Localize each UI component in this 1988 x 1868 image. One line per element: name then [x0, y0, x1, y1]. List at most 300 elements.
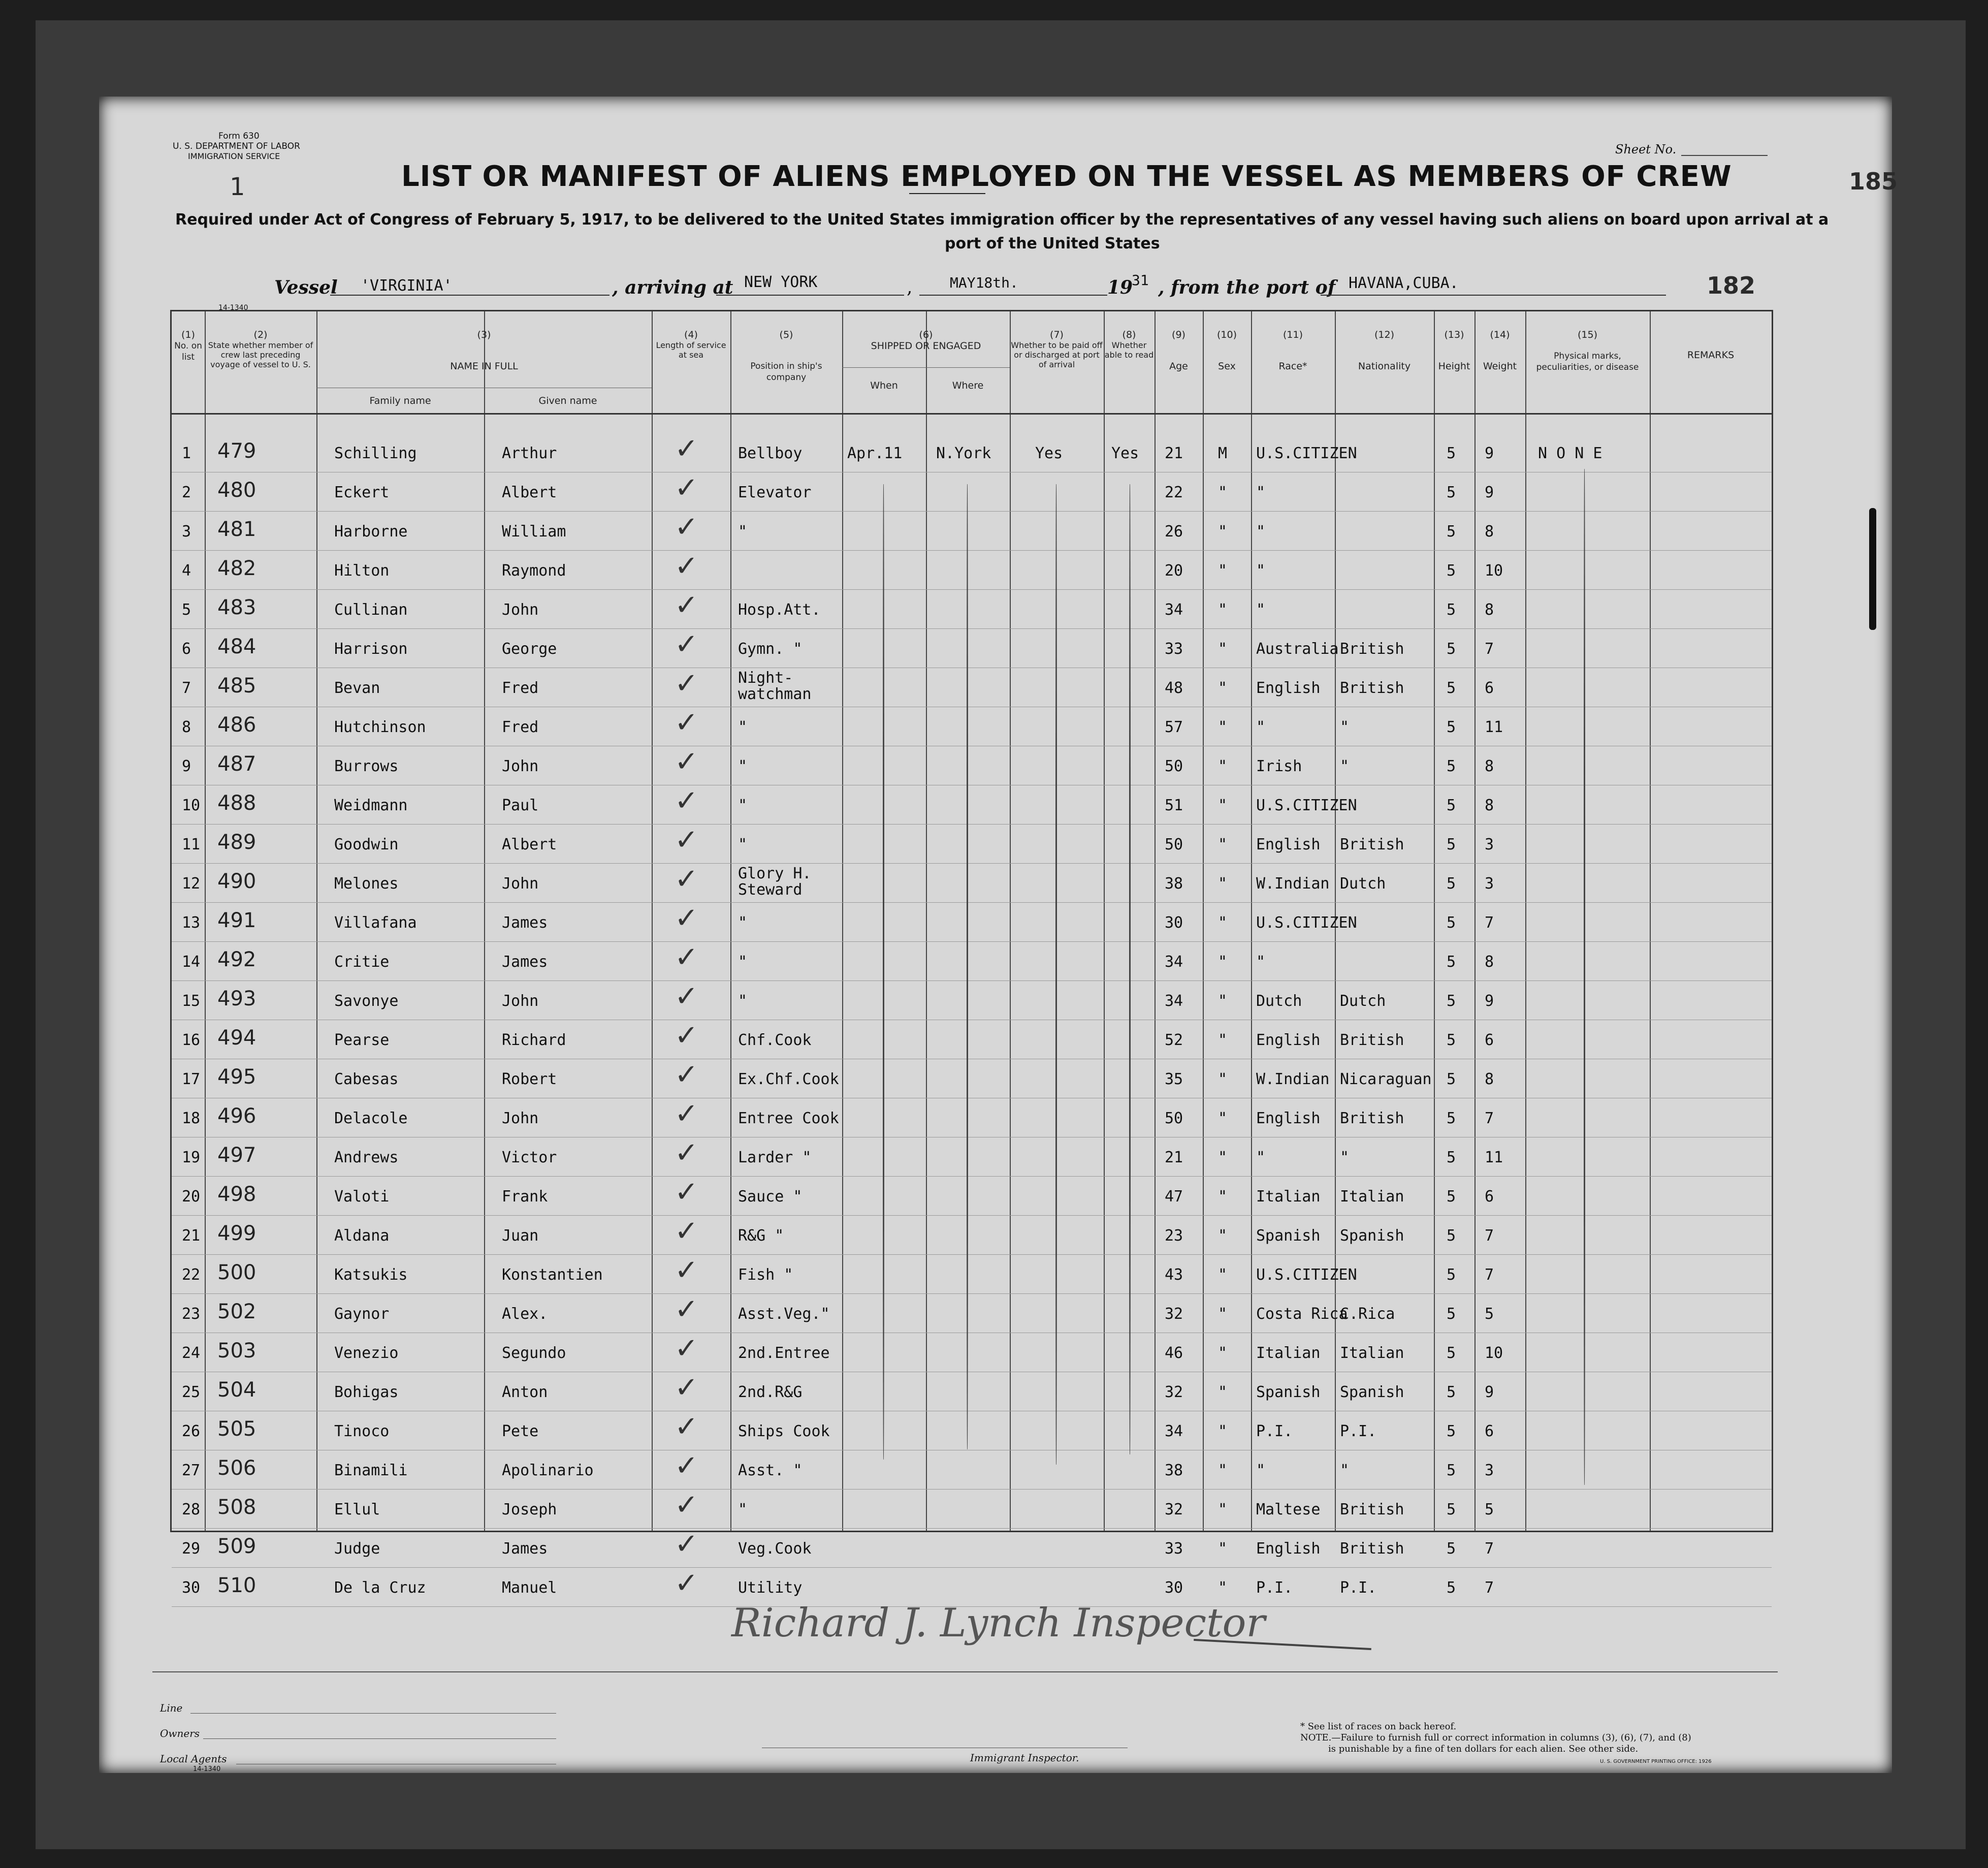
given-name: John — [502, 601, 539, 619]
position: " — [738, 836, 748, 853]
position: Ships Cook — [738, 1422, 830, 1440]
family-name: Gaynor — [334, 1305, 390, 1323]
sex: " — [1218, 1149, 1228, 1166]
nationality: Nicaraguan — [1340, 1070, 1432, 1088]
height: 5 — [1447, 1188, 1456, 1206]
from-label: , from the port of — [1158, 277, 1336, 298]
weight: 3 — [1485, 875, 1494, 893]
sex: " — [1218, 562, 1228, 580]
weight: 11 — [1485, 718, 1503, 736]
row-number: 20 — [182, 1188, 201, 1206]
position: Sauce " — [738, 1188, 803, 1206]
age: 50 — [1165, 1110, 1183, 1127]
crew-voyage-number: 486 — [217, 713, 256, 737]
row-number: 3 — [182, 523, 191, 541]
crew-voyage-number: 482 — [217, 557, 256, 580]
nationality: British — [1340, 1540, 1404, 1558]
crew-voyage-number: 493 — [217, 987, 256, 1010]
height: 5 — [1447, 679, 1456, 697]
department-label: U. S. DEPARTMENT OF LABOR — [173, 141, 300, 151]
height: 5 — [1447, 1266, 1456, 1284]
race: Costa Rica — [1256, 1305, 1348, 1323]
crew-voyage-number: 485 — [217, 674, 256, 698]
table-row — [172, 1450, 1772, 1490]
stamp-number: 182 — [1707, 272, 1756, 299]
subtitle-line1: Required under Act of Congress of February 5, 1917, to be delivered to the United States immigration officer by the representatives of any vessel having such aliens on board upon arrival at a — [175, 211, 1829, 229]
sex: " — [1218, 1305, 1228, 1323]
crew-voyage-number: 510 — [217, 1574, 256, 1597]
family-name: De la Cruz — [334, 1579, 426, 1597]
races-note: * See list of races on back hereof. — [1300, 1721, 1457, 1732]
service-check: ✓ — [675, 745, 698, 778]
ditto-stroke — [1584, 469, 1585, 1485]
nationality: Spanish — [1340, 1227, 1404, 1245]
table-body — [172, 433, 1772, 1607]
position: " — [738, 914, 748, 932]
family-name: Andrews — [334, 1149, 399, 1166]
row-number: 14 — [182, 953, 201, 971]
col-header-race: (11) Race* — [1278, 329, 1307, 372]
table-row — [172, 1529, 1772, 1568]
arriving-value: NEW YORK — [744, 273, 818, 291]
age: 34 — [1165, 601, 1183, 619]
page-number-stamp: 185 — [1849, 168, 1898, 195]
row-number: 29 — [182, 1540, 201, 1558]
weight: 6 — [1485, 679, 1494, 697]
age: 34 — [1165, 1422, 1183, 1440]
vessel-underline — [330, 295, 610, 296]
position: Asst.Veg." — [738, 1305, 830, 1323]
ditto-stroke — [1055, 484, 1057, 1465]
race: W.Indian — [1256, 1070, 1330, 1088]
sex: " — [1218, 1501, 1228, 1518]
position: " — [738, 797, 748, 814]
service-check: ✓ — [675, 1215, 698, 1248]
height: 5 — [1447, 875, 1456, 893]
sex: " — [1218, 1383, 1228, 1401]
service-check: ✓ — [675, 1410, 698, 1443]
weight: 9 — [1485, 484, 1494, 501]
service-check: ✓ — [675, 1528, 698, 1561]
nationality: P.I. — [1340, 1579, 1377, 1597]
position: Asst. " — [738, 1462, 803, 1479]
nationality: British — [1340, 1501, 1404, 1518]
position: 2nd.R&G — [738, 1383, 803, 1401]
age: 52 — [1165, 1031, 1183, 1049]
row-number: 6 — [182, 640, 191, 658]
row-number: 9 — [182, 757, 191, 775]
race: " — [1256, 601, 1266, 619]
service-check: ✓ — [675, 1293, 698, 1326]
weight: 10 — [1485, 562, 1503, 580]
row-number: 1 — [182, 445, 191, 462]
table-row — [172, 864, 1772, 903]
col-header-weight: (14) Weight — [1483, 329, 1517, 372]
line-label: Line — [160, 1702, 183, 1714]
height: 5 — [1447, 445, 1456, 462]
col-header-family: Family name — [369, 395, 431, 406]
race: U.S.CITIZEN — [1256, 797, 1357, 814]
service-label: IMMIGRATION SERVICE — [188, 151, 280, 161]
family-name: Tinoco — [334, 1422, 390, 1440]
family-name: Cabesas — [334, 1070, 399, 1088]
age: 26 — [1165, 523, 1183, 541]
shipped-where: N.York — [936, 445, 991, 462]
given-name: John — [502, 1110, 539, 1127]
height: 5 — [1447, 797, 1456, 814]
sex: " — [1218, 1266, 1228, 1284]
fine-note-line1: NOTE.—Failure to furnish full or correct information in columns (3), (6), (7), and (8) — [1300, 1732, 1691, 1743]
row-number: 26 — [182, 1422, 201, 1440]
handwritten-number: 1 — [230, 173, 245, 201]
sex: " — [1218, 523, 1228, 541]
height: 5 — [1447, 992, 1456, 1010]
position: " — [738, 953, 748, 971]
crew-voyage-number: 508 — [217, 1496, 256, 1519]
row-number: 28 — [182, 1501, 201, 1518]
col-header-shipped: (6) SHIPPED OR ENGAGED — [871, 329, 981, 352]
crew-voyage-number: 480 — [217, 479, 256, 502]
table-row — [172, 629, 1772, 668]
nationality: British — [1340, 640, 1404, 658]
race: Italian — [1256, 1344, 1321, 1362]
age: 32 — [1165, 1383, 1183, 1401]
crew-voyage-number: 495 — [217, 1065, 256, 1089]
col-header-service: (4) Length of service at sea — [656, 329, 726, 360]
weight: 10 — [1485, 1344, 1503, 1362]
sex: " — [1218, 1070, 1228, 1088]
line-underline — [190, 1713, 556, 1714]
col-header-name: (3) NAME IN FULL — [450, 329, 518, 372]
height: 5 — [1447, 953, 1456, 971]
weight: 6 — [1485, 1188, 1494, 1206]
height: 5 — [1447, 757, 1456, 775]
service-check: ✓ — [675, 902, 698, 935]
age: 22 — [1165, 484, 1183, 501]
given-name: Victor — [502, 1149, 557, 1166]
age: 30 — [1165, 1579, 1183, 1597]
crew-voyage-number: 481 — [217, 518, 256, 541]
weight: 7 — [1485, 1110, 1494, 1127]
port-value: HAVANA,CUBA. — [1349, 274, 1459, 292]
crew-voyage-number: 497 — [217, 1144, 256, 1167]
service-check: ✓ — [675, 550, 698, 583]
ditto-stroke — [1129, 484, 1131, 1454]
position: " — [738, 757, 748, 775]
family-name: Valoti — [334, 1188, 390, 1206]
row-number: 15 — [182, 992, 201, 1010]
position: Elevator — [738, 484, 812, 501]
family-name: Judge — [334, 1540, 380, 1558]
weight: 7 — [1485, 1579, 1494, 1597]
service-check: ✓ — [675, 941, 698, 974]
position: R&G " — [738, 1227, 784, 1245]
crew-voyage-number: 499 — [217, 1222, 256, 1245]
sex: " — [1218, 1110, 1228, 1127]
race: P.I. — [1256, 1422, 1293, 1440]
height: 5 — [1447, 640, 1456, 658]
nationality: " — [1340, 1462, 1350, 1479]
col-header-no: (1) No. on list — [174, 329, 202, 362]
weight: 7 — [1485, 1540, 1494, 1558]
race: U.S.CITIZEN — [1256, 914, 1357, 932]
race: Spanish — [1256, 1383, 1321, 1401]
sex: " — [1218, 914, 1228, 932]
table-row — [172, 472, 1772, 512]
service-check: ✓ — [675, 1449, 698, 1482]
nationality: " — [1340, 1149, 1350, 1166]
position: Entree Cook — [738, 1110, 839, 1127]
family-name: Bevan — [334, 679, 380, 697]
service-check: ✓ — [675, 667, 698, 700]
height: 5 — [1447, 523, 1456, 541]
sheet-line — [1681, 155, 1768, 156]
crew-voyage-number: 504 — [217, 1378, 256, 1402]
table-row — [172, 942, 1772, 981]
row-number: 12 — [182, 875, 201, 893]
service-check: ✓ — [675, 980, 698, 1013]
table-row — [172, 1098, 1772, 1137]
age: 38 — [1165, 875, 1183, 893]
weight: 6 — [1485, 1422, 1494, 1440]
race: English — [1256, 1540, 1321, 1558]
given-name: Frank — [502, 1188, 548, 1206]
crew-voyage-number: 509 — [217, 1535, 256, 1558]
family-name: Pearse — [334, 1031, 390, 1049]
service-check: ✓ — [675, 784, 698, 817]
row-number: 27 — [182, 1462, 201, 1479]
family-name: Cullinan — [334, 601, 408, 619]
family-name: Villafana — [334, 914, 417, 932]
row-number: 19 — [182, 1149, 201, 1166]
row-number: 23 — [182, 1305, 201, 1323]
race: Irish — [1256, 757, 1302, 775]
height: 5 — [1447, 718, 1456, 736]
sheet-label: Sheet No. — [1615, 142, 1677, 156]
sex: " — [1218, 640, 1228, 658]
row-number: 30 — [182, 1579, 201, 1597]
date-underline — [919, 295, 1107, 296]
sex: " — [1218, 953, 1228, 971]
race: P.I. — [1256, 1579, 1293, 1597]
sex: " — [1218, 1462, 1228, 1479]
height: 5 — [1447, 1344, 1456, 1362]
crew-voyage-number: 503 — [217, 1339, 256, 1363]
table-row — [172, 1372, 1772, 1411]
height: 5 — [1447, 1070, 1456, 1088]
given-name: James — [502, 953, 548, 971]
weight: 3 — [1485, 836, 1494, 853]
row-number: 10 — [182, 797, 201, 814]
age: 57 — [1165, 718, 1183, 736]
crew-voyage-number: 496 — [217, 1104, 256, 1128]
position: " — [738, 718, 748, 736]
service-check: ✓ — [675, 863, 698, 896]
sex: " — [1218, 1344, 1228, 1362]
position: Fish " — [738, 1266, 793, 1284]
race: " — [1256, 953, 1266, 971]
given-name: Fred — [502, 679, 539, 697]
service-check: ✓ — [675, 824, 698, 857]
table-row — [172, 1177, 1772, 1216]
weight: 8 — [1485, 797, 1494, 814]
family-name: Aldana — [334, 1227, 390, 1245]
col-header-sex: (10) Sex — [1216, 329, 1237, 372]
col-header-paid: (7) Whether to be paid off or discharged at port of arrival — [1011, 329, 1103, 369]
sex: " — [1218, 1227, 1228, 1245]
weight: 9 — [1485, 445, 1494, 462]
race: Australia — [1256, 640, 1339, 658]
row-number: 16 — [182, 1031, 201, 1049]
height: 5 — [1447, 1540, 1456, 1558]
col-header-when: When — [870, 380, 898, 391]
owners-underline — [203, 1738, 556, 1739]
family-name: Delacole — [334, 1110, 408, 1127]
row-number: 11 — [182, 836, 201, 853]
weight: 7 — [1485, 914, 1494, 932]
weight: 7 — [1485, 1266, 1494, 1284]
nationality: Spanish — [1340, 1383, 1404, 1401]
col-header-crew: (2) State whether member of crew last preceding voyage of vessel to U. S. — [208, 329, 313, 369]
age: 38 — [1165, 1462, 1183, 1479]
sex: " — [1218, 1188, 1228, 1206]
sex: " — [1218, 1422, 1228, 1440]
race: " — [1256, 1462, 1266, 1479]
nationality: Dutch — [1340, 875, 1386, 893]
sex: " — [1218, 1579, 1228, 1597]
margin-mark — [1869, 508, 1876, 630]
crew-voyage-number: 483 — [217, 596, 256, 619]
race: U.S.CITIZEN — [1256, 1266, 1357, 1284]
service-check: ✓ — [675, 432, 698, 465]
race: Dutch — [1256, 992, 1302, 1010]
position: Larder " — [738, 1149, 812, 1166]
nationality: " — [1340, 757, 1350, 775]
position: " — [738, 1501, 748, 1518]
col-header-nationality: (12) Nationality — [1358, 329, 1411, 372]
sex: " — [1218, 1540, 1228, 1558]
position: " — [738, 523, 748, 541]
owners-label: Owners — [160, 1727, 200, 1739]
age: 32 — [1165, 1501, 1183, 1518]
table-row — [172, 433, 1772, 472]
sex: " — [1218, 836, 1228, 853]
row-number: 5 — [182, 601, 191, 619]
given-name: Manuel — [502, 1579, 557, 1597]
race: " — [1256, 1149, 1266, 1166]
given-name: Apolinario — [502, 1462, 594, 1479]
service-check: ✓ — [675, 1567, 698, 1600]
year-value: 31 — [1132, 272, 1149, 289]
weight: 9 — [1485, 992, 1494, 1010]
col-header-where: Where — [952, 380, 984, 391]
printer-imprint: U. S. GOVERNMENT PRINTING OFFICE: 1926 — [1600, 1759, 1712, 1764]
table-row — [172, 746, 1772, 785]
family-name: Hilton — [334, 562, 390, 580]
nationality: British — [1340, 1110, 1404, 1127]
table-row — [172, 1216, 1772, 1255]
age: 33 — [1165, 640, 1183, 658]
age: 32 — [1165, 1305, 1183, 1323]
given-name: Pete — [502, 1422, 539, 1440]
crew-voyage-number: 489 — [217, 831, 256, 854]
position: 2nd.Entree — [738, 1344, 830, 1362]
sex: " — [1218, 1031, 1228, 1049]
table-row — [172, 1255, 1772, 1294]
position: Hosp.Att. — [738, 601, 821, 619]
weight: 5 — [1485, 1501, 1494, 1518]
position: Night- watchman — [738, 669, 812, 703]
position: Ex.Chf.Cook — [738, 1070, 839, 1088]
age: 23 — [1165, 1227, 1183, 1245]
family-name: Harrison — [334, 640, 408, 658]
family-name: Harborne — [334, 523, 408, 541]
col-header-position: (5) Position in ship's company — [750, 329, 822, 383]
arriving-underline — [716, 295, 904, 296]
sex: " — [1218, 757, 1228, 775]
age: 33 — [1165, 1540, 1183, 1558]
family-name: Savonye — [334, 992, 399, 1010]
sex: " — [1218, 484, 1228, 501]
race: U.S.CITIZEN — [1256, 445, 1357, 462]
family-name: Weidmann — [334, 797, 408, 814]
height: 5 — [1447, 836, 1456, 853]
family-name: Eckert — [334, 484, 390, 501]
race: Maltese — [1256, 1501, 1321, 1518]
race: W.Indian — [1256, 875, 1330, 893]
age: 34 — [1165, 992, 1183, 1010]
age: 47 — [1165, 1188, 1183, 1206]
position: Utility — [738, 1579, 803, 1597]
weight: 8 — [1485, 1070, 1494, 1088]
race: Italian — [1256, 1188, 1321, 1206]
position: Chf.Cook — [738, 1031, 812, 1049]
given-name: Paul — [502, 797, 539, 814]
service-check: ✓ — [675, 511, 698, 544]
age: 46 — [1165, 1344, 1183, 1362]
service-check: ✓ — [675, 1254, 698, 1287]
age: 48 — [1165, 679, 1183, 697]
service-check: ✓ — [675, 1176, 698, 1209]
height: 5 — [1447, 1305, 1456, 1323]
given-name: Arthur — [502, 445, 557, 462]
given-name: Anton — [502, 1383, 548, 1401]
weight: 7 — [1485, 640, 1494, 658]
height: 5 — [1447, 562, 1456, 580]
weight: 8 — [1485, 953, 1494, 971]
race: " — [1256, 562, 1266, 580]
given-name: James — [502, 1540, 548, 1558]
weight: 3 — [1485, 1462, 1494, 1479]
nationality: Italian — [1340, 1344, 1404, 1362]
age: 50 — [1165, 757, 1183, 775]
service-check: ✓ — [675, 1058, 698, 1091]
sex: " — [1218, 718, 1228, 736]
inspector-signature: Richard J. Lynch Inspector — [731, 1600, 1265, 1646]
height: 5 — [1447, 1031, 1456, 1049]
subtitle-line2: port of the United States — [945, 235, 1160, 252]
crew-voyage-number: 500 — [217, 1261, 256, 1284]
height: 5 — [1447, 1149, 1456, 1166]
ditto-stroke — [967, 484, 968, 1449]
nationality: British — [1340, 679, 1404, 697]
given-name: Richard — [502, 1031, 566, 1049]
physical-marks: N O N E — [1538, 445, 1602, 462]
position: Veg.Cook — [738, 1540, 812, 1558]
table-row — [172, 707, 1772, 746]
height: 5 — [1447, 1579, 1456, 1597]
weight: 7 — [1485, 1227, 1494, 1245]
